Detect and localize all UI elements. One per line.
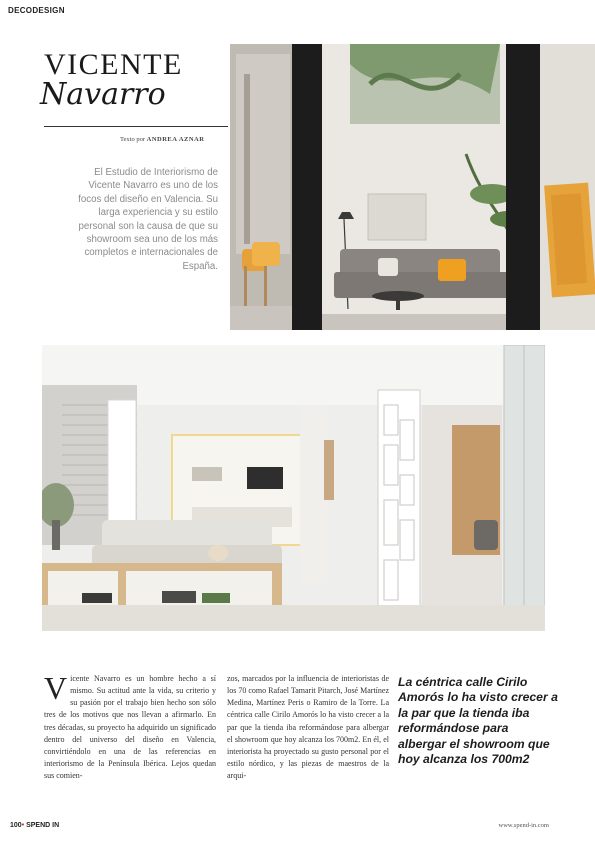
section-tag: DECODESIGN	[8, 6, 65, 15]
byline-author: ANDREA AZNAR	[146, 136, 205, 143]
showroom-photo-living-area	[42, 345, 545, 631]
body-column-1	[44, 670, 216, 782]
website-url[interactable]: www.spend-in.com	[498, 822, 549, 829]
page-number: 100	[10, 822, 22, 829]
showroom-photo-top	[230, 44, 595, 330]
pull-quote: La céntrica calle Cirilo Amorós lo ha visto crecer a la par que la tienda iba reformándose para albergar el showroom que hoy alcanza los 700m2	[398, 675, 558, 767]
body-column-1-text: icente Navarro es un hombre hecho a sí mismo. Su actitud ante la vida, su criterio y su pasión por el trabajo bien hecho son sólo tres de los motivos que nos llevan a afirmarlo. En tres décadas, su proyecto ha adquirido un significado dentro del universo del diseño en Valencia, convirtiéndolo en una de las referencias en interiorismo de la Península Ibérica. Lejos quedan sus comien-	[44, 674, 216, 781]
byline-prefix: Texto por	[120, 136, 145, 143]
byline	[120, 136, 204, 143]
magazine-name: SPEND IN	[26, 822, 60, 829]
title-first-name: VICENTE	[44, 48, 183, 81]
intro-paragraph: El Estudio de Interiorismo de Vicente Navarro es uno de los focos del diseño en Valencia. Su larga experiencia y su estilo personal son la causa de que su showroom sea uno de los más completos e internacionales de España.	[78, 167, 218, 272]
page-folio	[10, 822, 59, 829]
title-rule	[44, 126, 228, 127]
body-column-2: zos, marcados por la influencia de interioristas de los 70 como Rafael Tamarit Pitarch, José Martínez Medina, Martínez Peris o Ramiro de la Torre. La céntrica calle Cirilo Amorós lo ha visto crecer a la par que la tienda iba reformándose para albergar el showroom que hoy alcanza los 700m2. En él, el interiorista ha proyectado su gusto personal por el estilo nórdico, y las piezas de maestros de la arqui-	[227, 674, 389, 781]
drop-cap: V	[44, 670, 68, 706]
title-last-name: Navarro	[40, 77, 166, 112]
folio-separator: •	[21, 822, 25, 829]
